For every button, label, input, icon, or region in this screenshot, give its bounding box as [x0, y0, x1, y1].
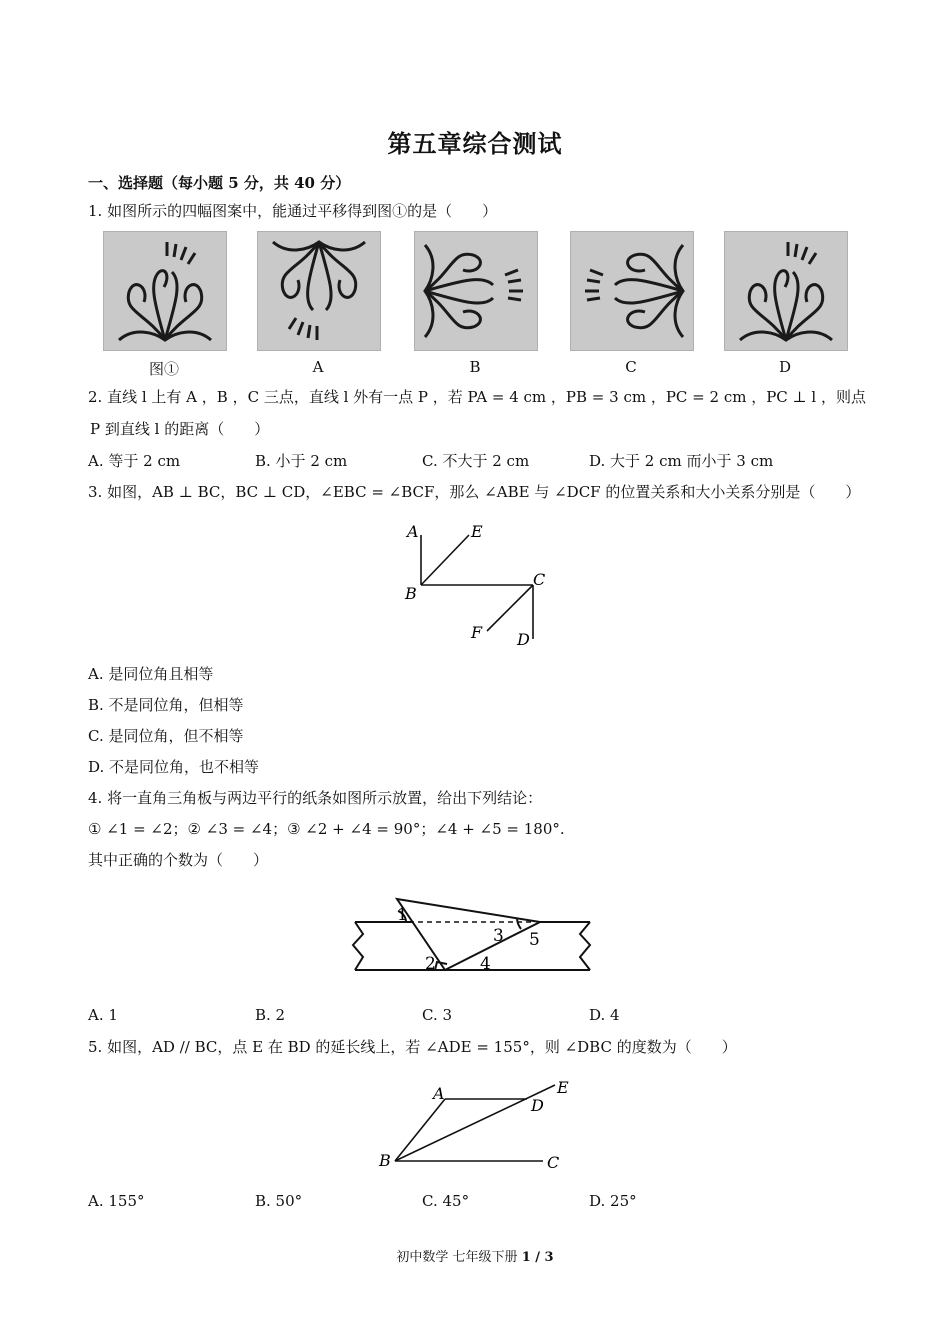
- q2-option-b: B. 小于 2 cm: [255, 452, 348, 470]
- q4-option-b: B. 2: [255, 1006, 286, 1024]
- q4-label-2: 2: [425, 954, 436, 974]
- q3-label-e: E: [471, 522, 483, 541]
- caption-figure-1: 图①: [148, 360, 179, 378]
- q5-stem: 5. 如图，AD // BC，点 E 在 BD 的延长线上，若 ∠ADE = 155°，则 ∠DBC 的度数为（ ）: [88, 1038, 737, 1056]
- q5-option-c: C. 45°: [422, 1192, 470, 1210]
- page-title: 第五章综合测试: [387, 129, 563, 158]
- q5-label-e: E: [557, 1078, 569, 1097]
- q4-figure: [345, 885, 600, 985]
- page-number: 1 / 3: [521, 1250, 554, 1265]
- q5-label-d: D: [531, 1096, 544, 1115]
- caption-c: C: [625, 358, 637, 376]
- q3-option-c: C. 是同位角，但不相等: [88, 727, 244, 745]
- q3-label-b: B: [405, 584, 417, 603]
- q4-option-d: D. 4: [589, 1006, 620, 1024]
- q2-option-a: A. 等于 2 cm: [88, 452, 181, 470]
- q5-label-b: B: [379, 1151, 391, 1170]
- q4-label-4: 4: [480, 954, 491, 974]
- q3-option-d: D. 不是同位角，也不相等: [88, 758, 260, 776]
- q3-label-d: D: [517, 630, 530, 649]
- q4-label-5: 5: [529, 930, 540, 950]
- q3-label-f: F: [471, 623, 483, 642]
- q3-label-c: C: [533, 570, 546, 589]
- q3-stem: 3. 如图，AB ⊥ BC，BC ⊥ CD，∠EBC = ∠BCF，那么 ∠ABE 与 ∠DCF 的位置关系和大小关系分别是（ ）: [88, 483, 861, 501]
- q5-label-a: A: [433, 1084, 445, 1103]
- q3-option-b: B. 不是同位角，但相等: [88, 696, 244, 714]
- caption-b: B: [469, 358, 481, 376]
- q4-stem: 4. 将一直角三角板与两边平行的纸条如图所示放置，给出下列结论：: [88, 789, 543, 807]
- q3-option-a: A. 是同位角且相等: [88, 665, 214, 683]
- q5-label-c: C: [547, 1153, 560, 1172]
- pattern-option-c: [570, 231, 694, 351]
- pattern-option-d: [724, 231, 848, 351]
- q5-option-a: A. 155°: [88, 1192, 145, 1210]
- page-footer: [0, 1246, 950, 1265]
- q2-option-d: D. 大于 2 cm 而小于 3 cm: [589, 452, 774, 470]
- q5-option-b: B. 50°: [255, 1192, 303, 1210]
- q4-label-1: 1: [397, 905, 408, 925]
- pattern-option-a: [257, 231, 381, 351]
- section-heading: 一、选择题（每小题 5 分，共 40 分）: [88, 174, 351, 192]
- pattern-option-b: [414, 231, 538, 351]
- q2-stem-line2: P 到直线 l 的距离（ ）: [90, 420, 270, 438]
- q3-figure: [395, 515, 560, 650]
- pattern-figure-1: [103, 231, 227, 351]
- caption-d: D: [778, 358, 792, 376]
- q4-conclusions: ① ∠1 = ∠2；② ∠3 = ∠4；③ ∠2 + ∠4 = 90°；∠4 + ∠5 = 180°.: [88, 820, 565, 838]
- q4-question: 其中正确的个数为（ ）: [88, 851, 269, 869]
- caption-a: A: [312, 358, 324, 376]
- q3-label-a: A: [407, 522, 419, 541]
- q2-stem-line1: 2. 直线 l 上有 A ，B ，C 三点，直线 l 外有一点 P ，若 PA = 4 cm ，PB = 3 cm ，PC = 2 cm ，PC ⊥ l ，则点: [88, 388, 866, 406]
- q2-option-c: C. 不大于 2 cm: [422, 452, 530, 470]
- q4-option-c: C. 3: [422, 1006, 453, 1024]
- q4-label-3: 3: [493, 926, 504, 946]
- q4-option-a: A. 1: [88, 1006, 118, 1024]
- q5-option-d: D. 25°: [589, 1192, 637, 1210]
- q1-stem: 1. 如图所示的四幅图案中，能通过平移得到图①的是（ ）: [88, 202, 498, 220]
- footer-text: 初中数学 七年级下册: [396, 1250, 518, 1265]
- q5-figure: [375, 1075, 575, 1175]
